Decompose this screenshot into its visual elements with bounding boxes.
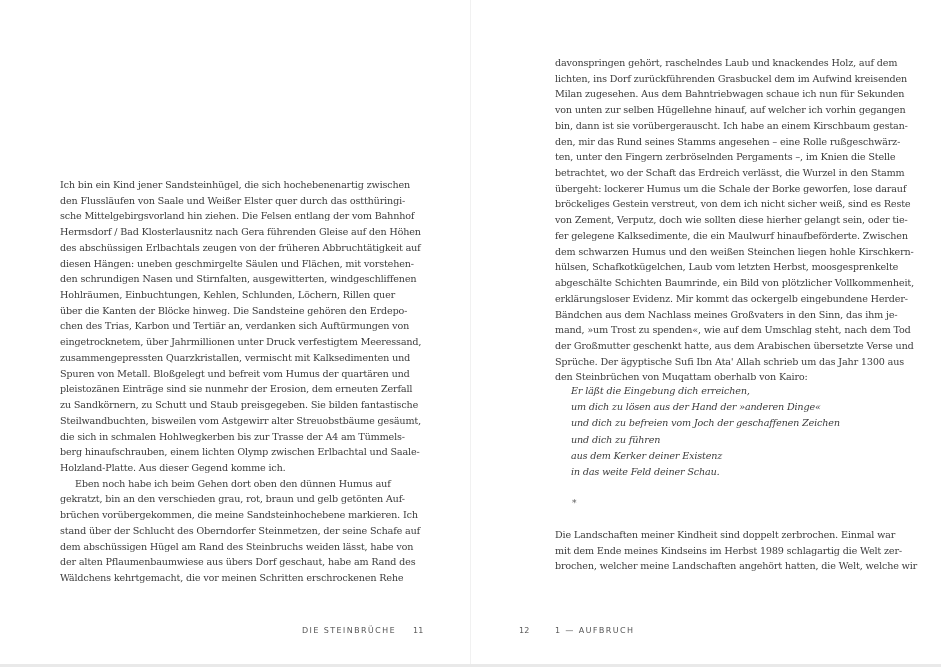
- text-line: Wäldchens kehrtgemacht, die vor meinen Schritten erschrockenen Rehe: [60, 572, 404, 584]
- text-line: Die Landschaften meiner Kindheit sind doppelt zerbrochen. Einmal war: [555, 530, 896, 541]
- text-line: Sprüche. Der ägyptische Sufi Ibn Ata' Allah schrieb um das Jahr 1300 aus: [555, 356, 904, 368]
- text-line: den schrundigen Nasen und Stirnfalten, ausgewitterten, windgeschliffenen: [60, 274, 417, 286]
- text-line: übergeht: lockerer Humus um die Schale der Borke geworfen, lose darauf: [555, 183, 907, 195]
- text-line: diesen Hängen: uneben geschmirgelte Säulen und Flächen, mit vorstehen-: [60, 258, 414, 270]
- right-page-body-text: [555, 56, 914, 386]
- text-line: der alten Pflaumenbaumwiese aus übers Dorf geschaut, habe am Rand des: [60, 557, 416, 569]
- text-line: Spuren von Metall. Bloßgelegt und befreit vom Humus der quartären und: [60, 368, 410, 380]
- text-line: abgeschälte Schichten Baumrinde, ein Bild von plötzlicher Vollkommenheit,: [555, 278, 914, 290]
- text-line: mit dem Ende meines Kindseins im Herbst 1989 schlagartig die Welt zer-: [555, 545, 902, 557]
- text-line: über die Kanten der Blöcke hinweg. Die Sandsteine gehören den Erdepo-: [60, 305, 408, 317]
- text-line: ten, unter den Fingern zerbröselnden Pergaments –, im Knien die Stelle: [555, 152, 896, 164]
- text-line: Steilwandbuchten, bisweilen vom Astgewirr alter Streuobstbäume gesäumt,: [60, 415, 421, 427]
- text-line: von Zement, Verputz, doch wie sollten diese hierher gelangt sein, oder tie-: [555, 215, 908, 227]
- text-line: mand, »um Trost zu spenden«, wie auf dem Umschlag steht, nach dem Tod: [555, 325, 911, 337]
- text-line: zu Sandkörnern, zu Schutt und Staub preisgegeben. Sie bilden fantastische: [60, 400, 419, 412]
- left-page-body-text: [60, 178, 422, 587]
- text-line: die sich in schmalen Hohlwegkerben bis zur Trasse der A4 am Tümmels-: [60, 431, 405, 443]
- text-line: den Flussläufen von Saale und Weißer Elster quer durch das ostthüringi-: [60, 195, 406, 207]
- text-line: gekratzt, bin an den verschieden grau, rot, braun und gelb getönten Auf-: [60, 494, 405, 506]
- text-line: sche Mittelgebirgsvorland hin ziehen. Die Felsen entlang der vom Bahnhof: [60, 211, 415, 223]
- text-line: stand über der Schlucht des Oberndorfer Steinmetzen, der seine Schafe auf: [60, 525, 421, 537]
- text-line: lichten, ins Dorf zurückführenden Grasbuckel dem im Aufwind kreisenden: [555, 73, 908, 85]
- poem-line: und dich zu befreien vom Joch der geschaffenen Zeichen: [571, 418, 840, 430]
- text-line: den, mir das Rund seines Stamms angesehen – eine Rolle rußgeschwärz-: [555, 136, 901, 148]
- right-page-section-text: [555, 528, 918, 575]
- text-line: chen des Trias, Karbon und Tertiär an, verdanken sich Auftürmungen von: [60, 321, 410, 333]
- text-line: davonspringen gehört, raschelndes Laub und knackendes Holz, auf dem: [555, 58, 898, 69]
- section-separator: *: [572, 499, 577, 509]
- text-line: Bändchen aus dem Nachlass meines Großvaters in den Sinn, das ihm je-: [555, 309, 898, 321]
- text-line: eingetrocknetem, über Jahrmillionen unter Druck verfestigtem Meeressand,: [60, 337, 422, 349]
- text-line: Eben noch habe ich beim Gehen dort oben den dünnen Humus auf: [75, 478, 391, 490]
- text-line: fer gelegene Kalksedimente, die ein Maulwurf hinaufbeförderte. Zwischen: [555, 230, 908, 242]
- text-line: der Großmutter geschenkt hatte, aus dem Arabischen übersetzte Verse und: [555, 340, 914, 352]
- text-line: den Steinbrüchen von Muqattam oberhalb von Kairo:: [555, 372, 808, 384]
- text-line: Holzland-Platte. Aus dieser Gegend komme ich.: [60, 462, 286, 474]
- text-line: zusammengepressten Quarzkristallen, vermischt mit Kalksedimenten und: [60, 352, 411, 364]
- poem-quote: [571, 384, 871, 481]
- left-page-number: 11: [413, 626, 424, 635]
- text-line: pleistozänen Einträge sind sie nunmehr der Erosion, dem erneuten Zerfall: [60, 384, 413, 396]
- text-line: bröckeliges Gestein verstreut, von dem ich nicht sicher weiß, sind es Reste: [555, 199, 911, 211]
- text-line: erklärungsloser Evidenz. Mir kommt das ockergelb eingebundene Herder-: [555, 293, 908, 305]
- poem-line: um dich zu lösen aus der Hand der »anderen Dinge«: [571, 402, 821, 414]
- text-line: Milan zugesehen. Aus dem Bahntriebwagen schaue ich nun für Sekunden: [555, 89, 905, 101]
- text-line: dem abschüssigen Hügel am Rand des Steinbruchs weiden lässt, habe von: [60, 541, 414, 553]
- text-line: brüchen vorübergekommen, die meine Sandsteinhochebene markieren. Ich: [60, 510, 418, 522]
- text-line: Hermsdorf / Bad Klosterlausnitz nach Gera führenden Gleise auf den Höhen: [60, 227, 421, 239]
- text-line: dem schwarzen Humus und den weißen Steinchen liegen hohle Kirschkern-: [555, 246, 914, 258]
- text-line: von unten zur selben Hügellehne hinauf, auf welcher ich vorhin gegangen: [555, 105, 906, 117]
- poem-line: aus dem Kerker deiner Existenz: [571, 450, 723, 462]
- poem-line: in das weite Feld deiner Schau.: [571, 466, 720, 478]
- gutter: [470, 0, 471, 667]
- right-running-head: 1 — AUFBRUCH: [555, 626, 635, 635]
- text-line: Ich bin ein Kind jener Sandsteinhügel, die sich hochebenenartig zwischen: [60, 180, 411, 191]
- poem-line: und dich zu führen: [571, 434, 661, 446]
- text-line: Hohlräumen, Einbuchtungen, Kehlen, Schlunden, Löchern, Rillen quer: [60, 290, 396, 302]
- right-page-number: 12: [519, 626, 530, 635]
- text-line: bin, dann ist sie vorübergerauscht. Ich habe an einem Kirschbaum gestan-: [555, 120, 908, 132]
- left-running-head: DIE STEINBRÜCHE: [302, 626, 397, 635]
- text-line: des abschüssigen Erlbachtals zeugen von der früheren Abbruchtätigkeit auf: [60, 242, 421, 254]
- text-line: brochen, welcher meine Landschaften angehört hatten, die Welt, welche wir: [555, 561, 918, 573]
- text-line: hülsen, Schafkotkügelchen, Laub vom letzten Herbst, moosgesprenkelte: [555, 262, 899, 274]
- text-line: berg hinaufschrauben, einem lichten Olymp zwischen Erlbachtal und Saale-: [60, 447, 420, 459]
- poem-line: Er läßt die Eingebung dich erreichen,: [571, 386, 750, 397]
- text-line: betrachtet, wo der Schaft das Erdreich verlässt, die Wurzel in den Stamm: [555, 168, 905, 180]
